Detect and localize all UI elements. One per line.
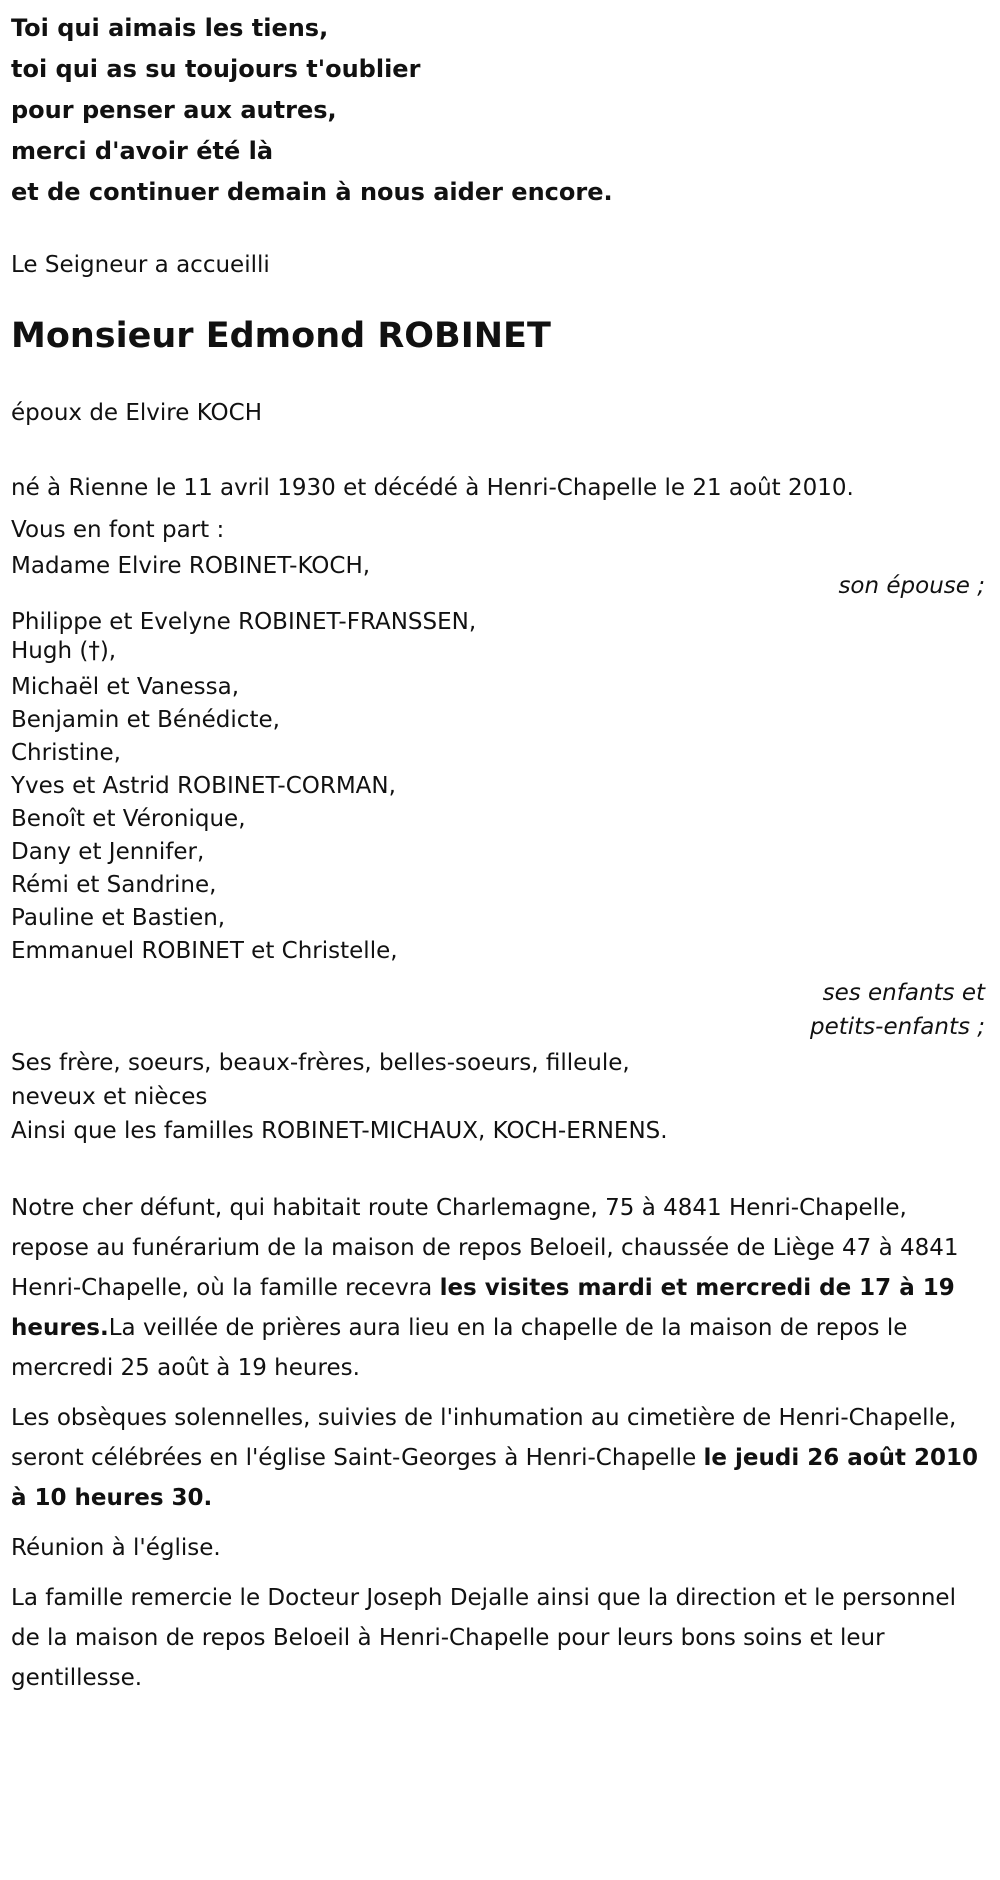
widow-name: Madame Elvire ROBINET-KOCH, <box>11 553 371 579</box>
visitation-text: Notre cher défunt, qui habitait route Charlemagne, 75 à 4841 Henri-Chapelle, repose au funérarium de la maison de repos Beloeil, chaussée de Liège 47 à 4841 Henri-Chapelle, où la famille recevra <box>11 1195 959 1301</box>
list-item: Philippe et Evelyne ROBINET-FRANSSEN, <box>11 609 477 635</box>
list-item: Yves et Astrid ROBINET-CORMAN, <box>11 773 396 799</box>
vigil-text: La veillée de prières aura lieu en la chapelle de la maison de repos le mercredi 25 août à 19 heures. <box>11 1315 908 1381</box>
poem <box>11 0 989 213</box>
birth-death-line: né à Rienne le 11 avril 1930 et décédé à Henri-Chapelle le 21 août 2010. <box>11 475 854 501</box>
list-item: Dany et Jennifer, <box>11 839 205 865</box>
relatives-list <box>11 1046 989 1148</box>
poem-line: Toi qui aimais les tiens, <box>11 14 329 42</box>
poem-line: et de continuer demain à nous aider encore. <box>11 178 613 206</box>
funeral-date: le jeudi 26 août 2010 à 10 heures 30. <box>11 1445 978 1511</box>
spouse-line: époux de Elvire KOCH <box>11 400 263 426</box>
meeting-line: Réunion à l'église. <box>11 1535 221 1561</box>
list-item: Benoît et Véronique, <box>11 806 246 832</box>
list-item: neveux et nièces <box>11 1084 208 1110</box>
children-role <box>11 976 989 1044</box>
widow-role: son épouse ; <box>838 573 985 599</box>
poem-line: toi qui as su toujours t'oublier <box>11 55 421 83</box>
deceased-name: Monsieur Edmond ROBINET <box>11 316 551 356</box>
visitation-hours: les visites mardi et mercredi de 17 à 19 heures. <box>11 1275 955 1341</box>
children-role-line: petits-enfants ; <box>809 1014 985 1040</box>
intro-text: Le Seigneur a accueilli <box>11 252 270 278</box>
list-item: Rémi et Sandrine, <box>11 872 217 898</box>
list-item: Ainsi que les familles ROBINET-MICHAUX, KOCH-ERNENS. <box>11 1118 668 1144</box>
list-item: Michaël et Vanessa, <box>11 674 240 700</box>
poem-line: pour penser aux autres, <box>11 96 337 124</box>
poem-line: merci d'avoir été là <box>11 137 274 165</box>
funeral-paragraph <box>11 1398 989 1518</box>
thanks-paragraph: La famille remercie le Docteur Joseph Dejalle ainsi que la direction et le personnel de la maison de repos Beloeil à Henri-Chapelle pour leurs bons soins et leur gentillesse. <box>11 1585 956 1691</box>
list-item: Ses frère, soeurs, beaux-frères, belles-soeurs, filleule, <box>11 1050 630 1076</box>
list-item: Emmanuel ROBINET et Christelle, <box>11 938 398 964</box>
children-list <box>11 602 989 968</box>
children-role-line: ses enfants et <box>822 980 985 1006</box>
list-item: Christine, <box>11 740 121 766</box>
announcement-line: Vous en font part : <box>11 517 225 543</box>
list-item: Hugh (†), <box>11 638 117 664</box>
list-item: Pauline et Bastien, <box>11 905 226 931</box>
funeral-text: Les obsèques solennelles, suivies de l'inhumation au cimetière de Henri-Chapelle, seront célébrées en l'église Saint-Georges à Henri-Chapelle <box>11 1405 957 1471</box>
visitation-paragraph <box>11 1188 989 1388</box>
list-item: Benjamin et Bénédicte, <box>11 707 280 733</box>
